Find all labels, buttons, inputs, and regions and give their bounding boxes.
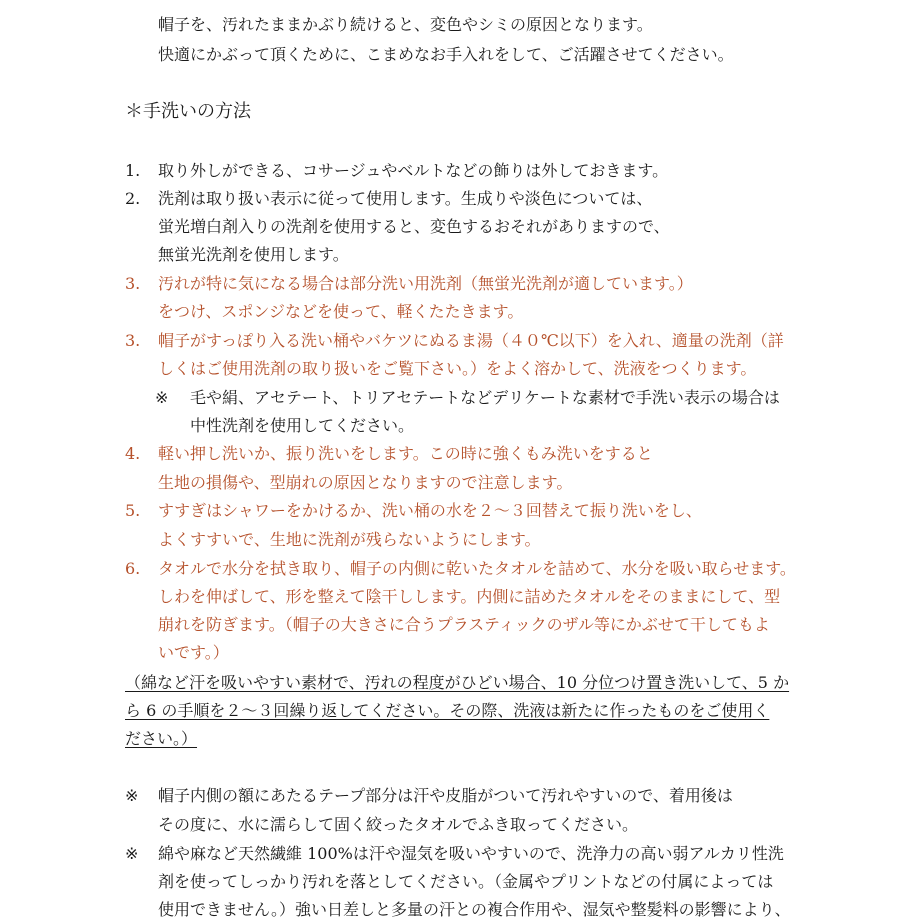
step-number: 4. — [125, 444, 141, 463]
step-text: 崩れを防ぎます。（帽子の大きさに合うプラスティックのザル等にかぶせて干してもよ — [158, 615, 770, 634]
underlined-note: ら 6 の手順を２～３回繰り返してください。その際、洗液は新たに作ったものをご使用く — [125, 701, 770, 720]
note-text: 中性洗剤を使用してください。 — [190, 416, 415, 435]
note-text: 毛や絹、アセテート、トリアセテートなどデリケートな素材で手洗い表示の場合は — [190, 388, 780, 407]
step-number: 2. — [125, 189, 141, 208]
intro-line: 帽子を、汚れたままかぶり続けると、変色やシミの原因となります。 — [158, 15, 653, 34]
step-text: 汚れが特に気になる場合は部分洗い用洗剤（無蛍光洗剤が適しています。） — [158, 274, 693, 293]
note-mark: ※ — [155, 388, 169, 407]
step-text: すすぎはシャワーをかけるか、洗い桶の水を２～３回替えて振り洗いをし、 — [158, 501, 702, 520]
step-text: しわを伸ばして、形を整えて陰干しします。内側に詰めたタオルをそのままにして、型 — [158, 587, 781, 606]
step-text: しくはご使用洗剤の取り扱いをご覧下さい。）をよく溶かして、洗液をつくります。 — [158, 359, 757, 378]
step-text: タオルで水分を拭き取り、帽子の内側に乾いたタオルを詰めて、水分を吸い取らせます。 — [158, 559, 796, 578]
step-number: 3. — [125, 274, 141, 293]
step-number: 6. — [125, 559, 141, 578]
step-text: 無蛍光洗剤を使用します。 — [158, 245, 349, 264]
note-text: その度に、水に濡らして固く絞ったタオルでふき取ってください。 — [158, 815, 639, 834]
step-text: 生地の損傷や、型崩れの原因となりますので注意します。 — [158, 473, 573, 492]
section-heading: ＊手洗いの方法 — [125, 101, 251, 122]
note-text: 使用できません。）強い日差しと多量の汗との複合作用や、湿気や整髪料の影響により、 — [158, 900, 791, 919]
step-text: いです。） — [158, 643, 229, 662]
note-mark: ※ — [125, 844, 139, 863]
step-number: 5. — [125, 501, 141, 520]
step-number: 3. — [125, 331, 141, 350]
underlined-note: （綿など汗を吸いやすい素材で、汚れの程度がひどい場合、10 分位つけ置き洗いして、5 か — [125, 673, 790, 692]
step-text: 軽い押し洗いか、振り洗いをします。この時に強くもみ洗いをすると — [158, 444, 653, 463]
intro-line: 快適にかぶって頂くために、こまめなお手入れをして、ご活躍させてください。 — [158, 45, 734, 64]
step-text: 取り外しができる、コサージュやベルトなどの飾りは外しておきます。 — [158, 161, 669, 180]
step-text: 蛍光増白剤入りの洗剤を使用すると、変色するおそれがありますので、 — [158, 217, 670, 236]
underlined-note: ださい。） — [125, 729, 198, 748]
note-mark: ※ — [125, 786, 139, 805]
step-text: をつけ、スポンジなどを使って、軽くたたきます。 — [158, 302, 524, 321]
step-text: 帽子がすっぽり入る洗い桶やバケツにぬるま湯（４０℃以下）を入れ、適量の洗剤（詳 — [158, 331, 784, 350]
note-text: 綿や麻など天然繊維 100%は汗や湿気を吸いやすいので、洗浄力の高い弱アルカリ性洗 — [158, 844, 784, 863]
note-text: 剤を使ってしっかり汚れを落としてください。（金属やプリントなどの付属によっては — [158, 872, 774, 891]
step-text: よくすすいで、生地に洗剤が残らないようにします。 — [158, 530, 541, 549]
note-text: 帽子内側の額にあたるテープ部分は汗や皮脂がついて汚れやすいので、着用後は — [158, 786, 733, 805]
step-number: 1. — [125, 161, 141, 180]
step-text: 洗剤は取り扱い表示に従って使用します。生成りや淡色については、 — [158, 189, 653, 208]
